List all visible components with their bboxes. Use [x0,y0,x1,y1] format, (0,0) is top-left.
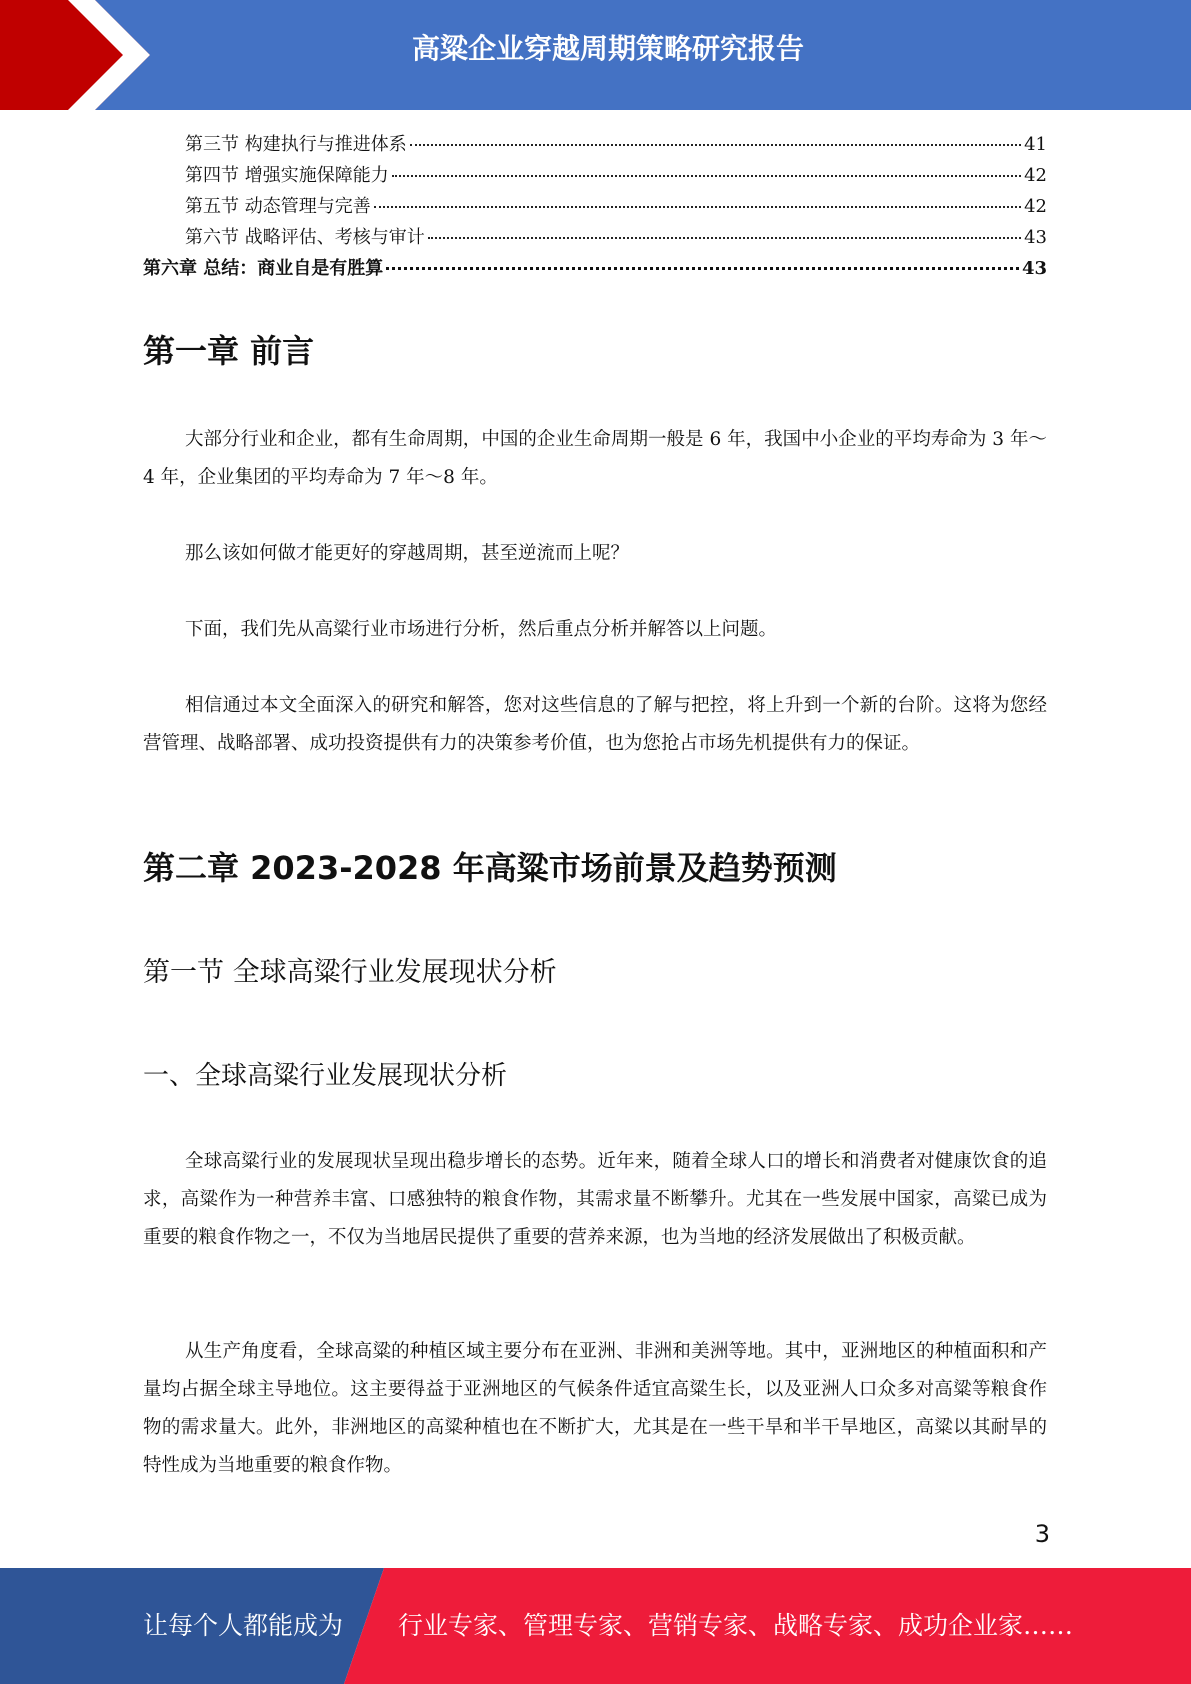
paragraph: 从生产角度看，全球高粱的种植区域主要分布在亚洲、非洲和美洲等地。其中，亚洲地区的种植面积和产量均占据全球主导地位。这主要得益于亚洲地区的气候条件适宜高粱生长，以及亚洲人口众多对高粱等粮食作物的需求量大。此外，非洲地区的高粱种植也在不断扩大，尤其是在一些干旱和半干旱地区，高粱以其耐旱的特性成为当地重要的粮食作物。 [143,1341,1047,1476]
footer-slogan-right: 行业专家、管理专家、营销专家、战略专家、成功企业家…… [398,1611,1074,1640]
toc-entry-page: 43 [1021,258,1047,279]
toc-entry[interactable] [143,223,1047,254]
toc-entry[interactable] [143,161,1047,192]
paragraph: 全球高粱行业的发展现状呈现出稳步增长的态势。近年来，随着全球人口的增长和消费者对健康饮食的追求，高粱作为一种营养丰富、口感独特的粮食作物，其需求量不断攀升。尤其在一些发展中国家，高粱已成为重要的粮食作物之一，不仅为当地居民提供了重要的营养来源，也为当地的经济发展做出了积极贡献。 [143,1151,1047,1248]
toc-leader [410,144,1021,146]
toc-entry-label: 第六节 战略评估、考核与审计 [185,227,425,248]
toc-entry-label: 第六章 总结：商业自是有胜算 [143,258,384,279]
toc-entry[interactable] [143,192,1047,223]
section-heading: 第一节 全球高粱行业发展现状分析 [143,957,557,988]
toc-leader [374,206,1021,208]
header-title: 高粱企业穿越周期策略研究报告 [411,32,804,65]
paragraph: 大部分行业和企业，都有生命周期，中国的企业生命周期一般是 6 年，我国中小企业的平均寿命为 3 年～4 年，企业集团的平均寿命为 7 年～8 年。 [143,429,1047,488]
page-footer [0,1568,1191,1684]
toc-entry-page: 42 [1024,196,1047,217]
toc-entry-page: 41 [1024,134,1047,155]
toc-chapter-entry[interactable] [143,254,1047,285]
toc-leader [392,175,1021,177]
table-of-contents [143,130,1047,285]
paragraph: 相信通过本文全面深入的研究和解答，您对这些信息的了解与把控，将上升到一个新的台阶。这将为您经营管理、战略部署、成功投资提供有力的决策参考价值，也为您抢占市场先机提供有力的保证。 [143,695,1047,754]
toc-entry-label: 第五节 动态管理与完善 [185,196,371,217]
paragraph: 下面，我们先从高粱行业市场进行分析，然后重点分析并解答以上问题。 [185,619,778,640]
toc-entry-page: 43 [1024,227,1047,248]
toc-leader [386,267,1019,270]
page-number: 3 [1034,1520,1050,1548]
chapter-2-heading: 第二章 2023-2028 年高粱市场前景及趋势预测 [143,849,837,887]
paragraph: 那么该如何做才能更好的穿越周期，甚至逆流而上呢？ [185,543,630,564]
chapter-1-heading: 第一章 前言 [143,332,315,370]
toc-entry-label: 第三节 构建执行与推进体系 [185,134,407,155]
toc-entry-label: 第四节 增强实施保障能力 [185,165,389,186]
footer-slogan-left: 让每个人都能成为 [143,1611,344,1640]
toc-entry-page: 42 [1024,165,1047,186]
page-header [0,0,1191,110]
toc-leader [428,237,1021,239]
subsection-heading: 一、全球高粱行业发展现状分析 [143,1061,508,1091]
toc-entry[interactable] [143,130,1047,161]
